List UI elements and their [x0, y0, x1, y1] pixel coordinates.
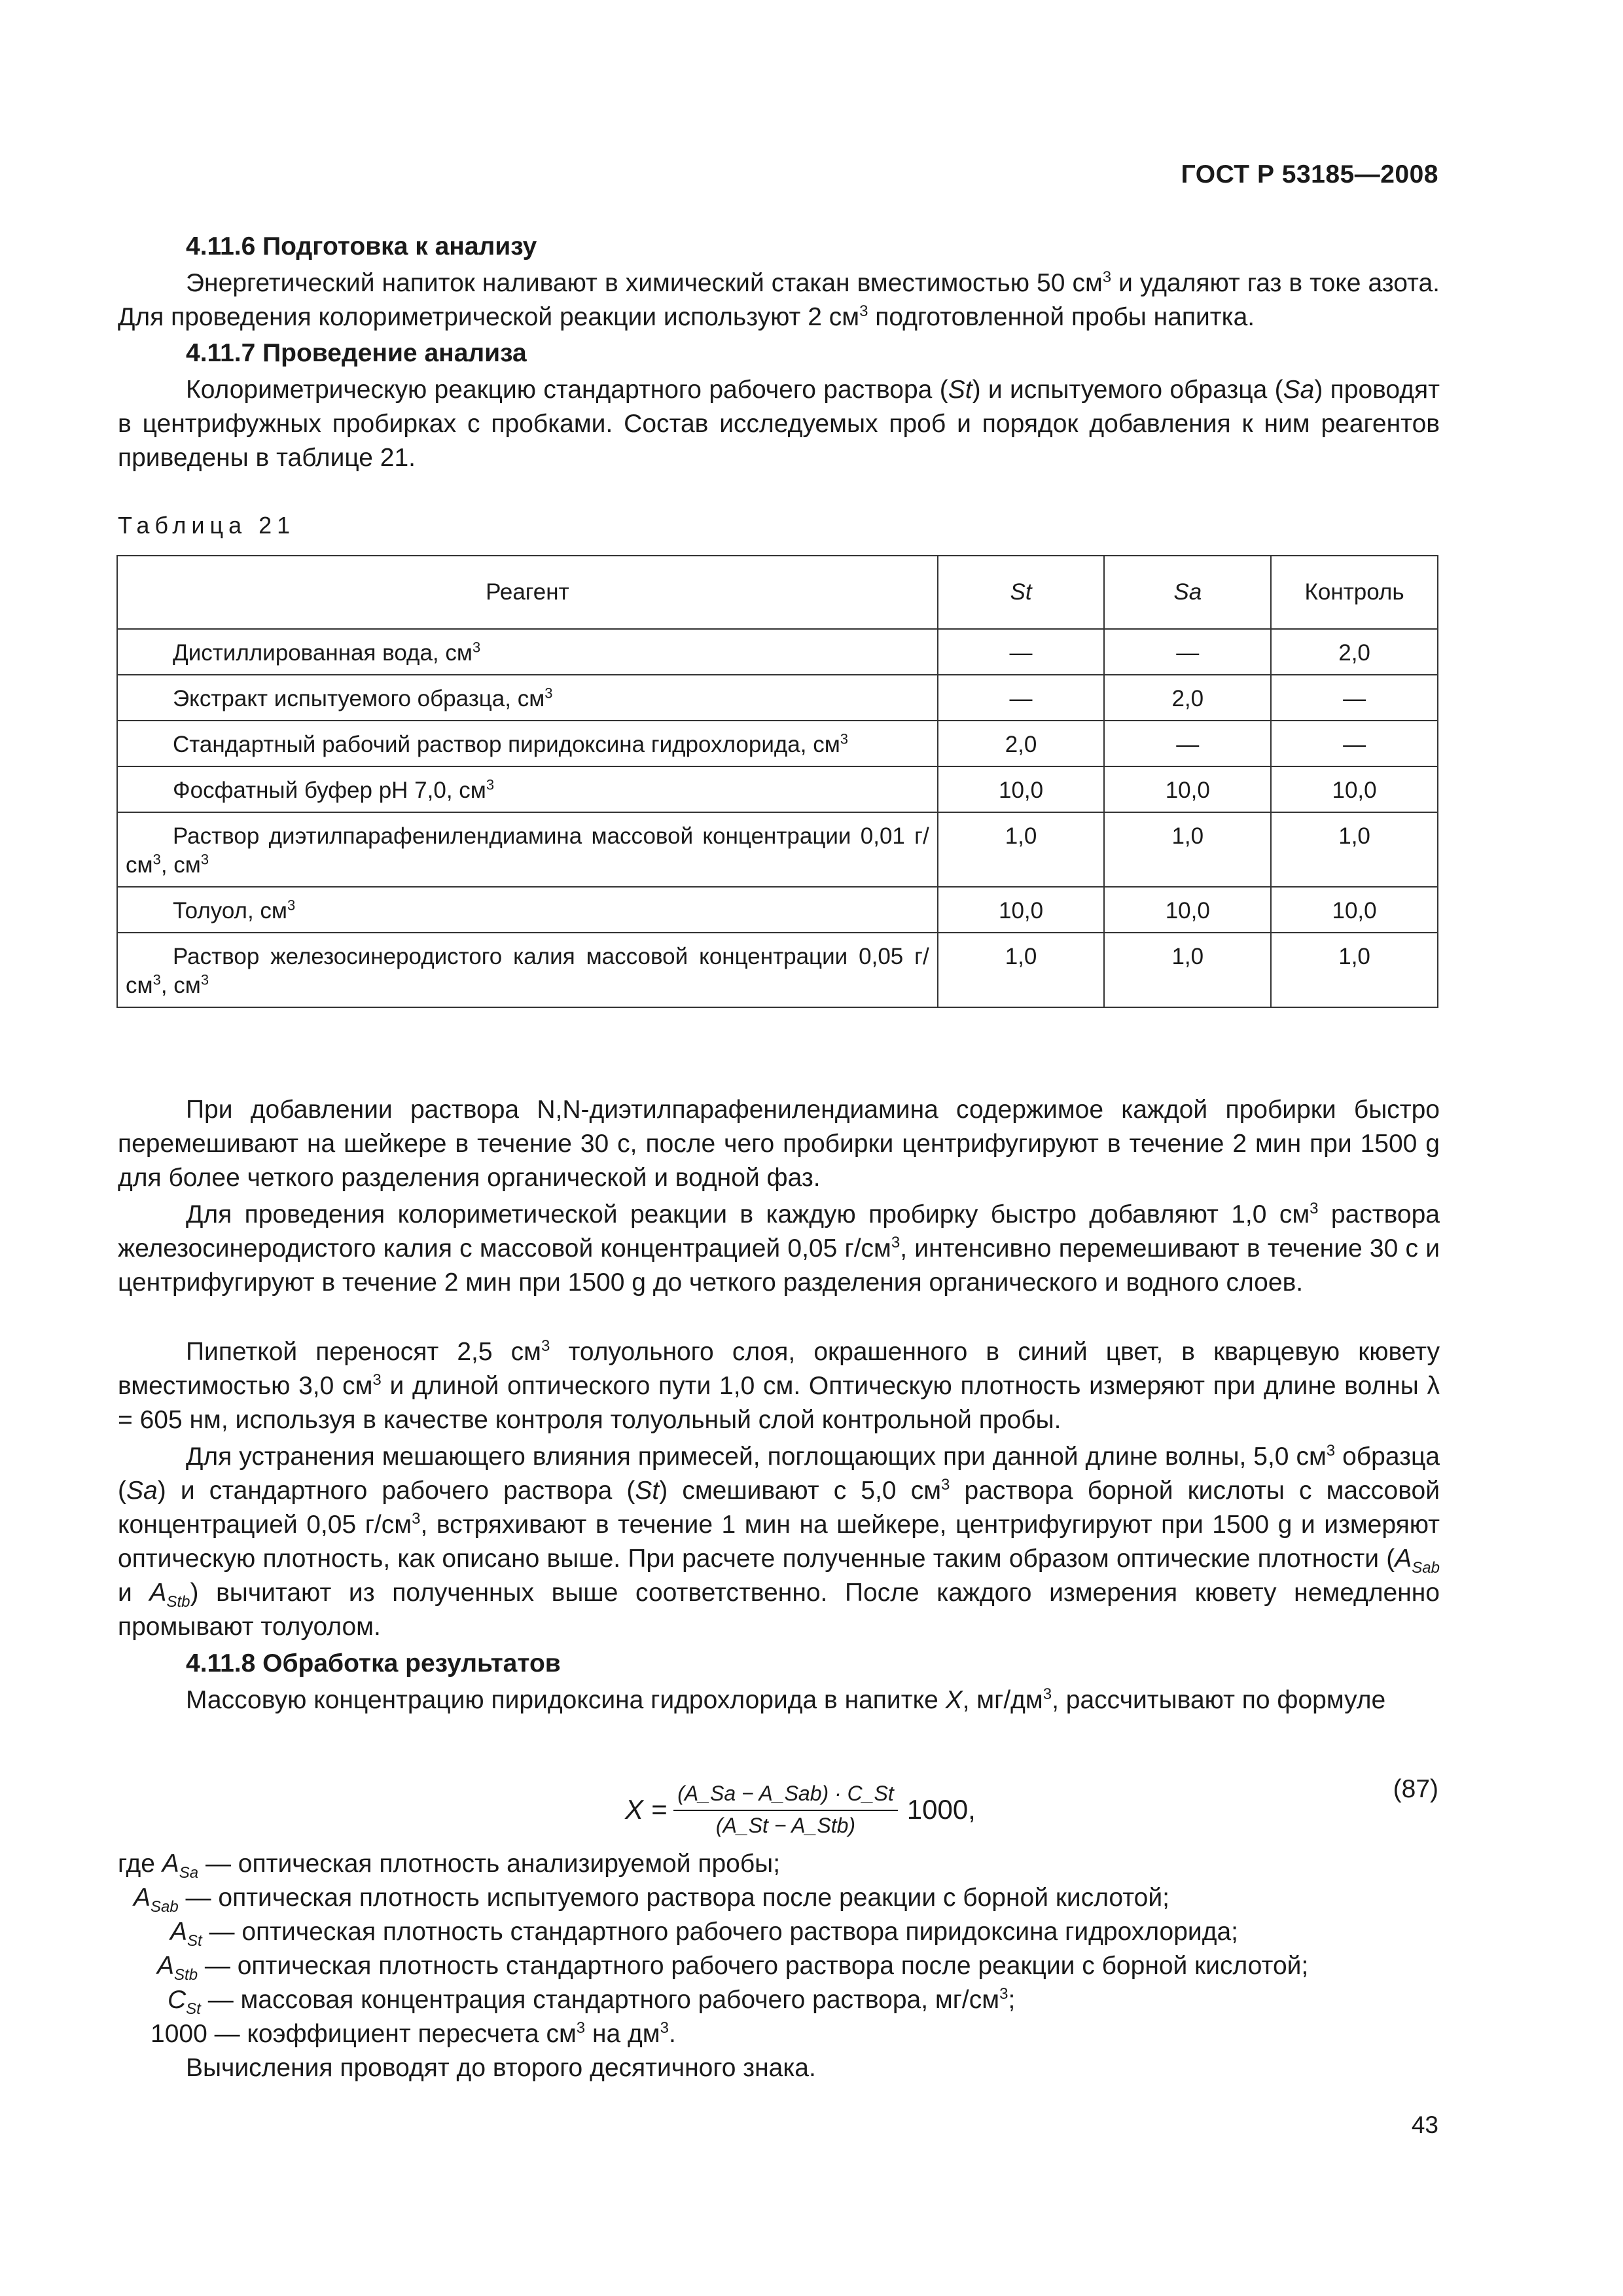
legend-factor: 1000 — коэффициент пересчета $см^3$ на $дм^3$. [151, 2019, 676, 2048]
header-reagent: Реагент [117, 556, 938, 629]
value-st: 10,0 [938, 766, 1105, 812]
reagent-name: Раствор железосинеродистого калия массовой концентрации 0,05 $г/см^3$, $см^3$ [117, 933, 938, 1007]
table-row [117, 812, 1438, 887]
value-st: — [938, 629, 1105, 675]
table-row [117, 721, 1438, 766]
value-st: 1,0 [938, 933, 1105, 1007]
value-st: 2,0 [938, 721, 1105, 766]
value-control: 2,0 [1271, 629, 1438, 675]
value-sa: 1,0 [1104, 812, 1271, 887]
value-control: 1,0 [1271, 812, 1438, 887]
formula-numerator: (A_Sa − A_Sab) · C_St [673, 1782, 898, 1811]
legend-c-st: $C_{St}$ — массовая концентрация стандартного рабочего раствора, $мг/см^3$; [168, 1985, 1016, 2018]
section-heading-4-11-6: 4.11.6 Подготовка к анализу [186, 232, 537, 260]
table-caption: Таблица 21 [118, 512, 296, 539]
value-sa: — [1104, 721, 1271, 766]
value-control: — [1271, 721, 1438, 766]
section-heading-4-11-7: 4.11.7 Проведение анализа [186, 339, 527, 367]
value-st: — [938, 675, 1105, 721]
value-sa: — [1104, 629, 1271, 675]
table-row [117, 675, 1438, 721]
legend-a-stb: $A_{Stb}$ — оптическая плотность стандартного рабочего раствора после реакции с борной кислотой; [157, 1952, 1309, 1984]
legend-a-st: $A_{St}$ — оптическая плотность стандартного рабочего раствора пиридоксина гидрохлорида; [170, 1918, 1238, 1950]
reagent-name: Раствор диэтилпарафенилендиамина массовой концентрации 0,01 $г/см^3$, $см^3$ [117, 812, 938, 887]
section-heading-4-11-8: 4.11.8 Обработка результатов [186, 1649, 561, 1677]
value-sa: 2,0 [1104, 675, 1271, 721]
paragraph-interference: Для устранения мешающего влияния примесей, поглощающих при данной длине волны, 5,0 $см^3$ образца (Sa) и стандартного рабочего раствора (St) смешивают с 5,0 $см^3$ раствора борной кислоты с массовой концентрацией 0,05 $г/см^3$, встряхивают в течение 1 мин на шейкере, центрифугируют при 1500 g и измеряют оптическую плотность, как описано выше. При расчете полученные таким образом оптические плотности ($A_{Sab}$ и $A_{Stb}$) вычитают из полученных выше соответственно. После каждого измерения кювету немедленно промывают толуолом. [118, 1442, 1440, 1641]
formula-87 [625, 1770, 976, 1849]
formula-fraction [673, 1782, 898, 1838]
document-code: ГОСТ Р 53185—2008 [1181, 160, 1438, 188]
reagents-table [116, 555, 1438, 1008]
value-control: 10,0 [1271, 766, 1438, 812]
formula-lhs: X = [625, 1794, 668, 1825]
value-sa: 10,0 [1104, 766, 1271, 812]
paragraph-measurement: Пипеткой переносят 2,5 $см^3$ толуольного слоя, окрашенного в синий цвет, в кварцевую кювету вместимостью 3,0 $см^3$ и длиной оптического пути 1,0 см. Оптическую плотность измеряют при длине волны λ = 605 нм, используя в качестве контроля толуольный слой контрольной пробы. [118, 1337, 1440, 1434]
value-sa: 10,0 [1104, 887, 1271, 933]
value-st: 1,0 [938, 812, 1105, 887]
header-sa: Sa [1104, 556, 1271, 629]
formula-denominator: (A_St − A_Stb) [715, 1814, 856, 1837]
table-row [117, 933, 1438, 1007]
paragraph-analysis: Колориметрическую реакцию стандартного рабочего раствора (St) и испытуемого образца (Sa) проводят в центрифужных пробирках с пробками. Состав исследуемых проб и порядок добавления к ним реагентов приведены в таблице 21. [118, 376, 1440, 472]
value-control: 1,0 [1271, 933, 1438, 1007]
reagent-name: Фосфатный буфер рН 7,0, $см^3$ [117, 766, 938, 812]
value-st: 10,0 [938, 887, 1105, 933]
legend-a-sab: $A_{Sab}$ — оптическая плотность испытуемого раствора после реакции с борной кислотой; [134, 1884, 1169, 1916]
paragraph-calculation: Массовую концентрацию пиридоксина гидрохлорида в напитке X, $мг/дм^3$, рассчитывают по формуле [186, 1685, 1386, 1714]
value-sa: 1,0 [1104, 933, 1271, 1007]
reagent-name: Стандартный рабочий раствор пиридоксина гидрохлорида, $см^3$ [117, 721, 938, 766]
table-row [117, 887, 1438, 933]
reagent-name: Толуол, $см^3$ [117, 887, 938, 933]
value-control: — [1271, 675, 1438, 721]
table-header-row [117, 556, 1438, 629]
equation-number: (87) [1393, 1775, 1438, 1803]
header-st: St [938, 556, 1105, 629]
paragraph-mixing: При добавлении раствора N,N-диэтилпарафенилендиамина содержимое каждой пробирки быстро перемешивают на шейкере в течение 30 с, после чего пробирки центрифугируют в течение 2 мин при 1500 g для более четкого разделения органической и водной фаз. [118, 1096, 1440, 1192]
formula-factor: 1000, [906, 1794, 976, 1825]
legend-a-sa: где $A_{Sa}$ — оптическая плотность анализируемой пробы; [118, 1850, 781, 1882]
paragraph-precision: Вычисления проводят до второго десятичного знака. [186, 2054, 816, 2082]
header-control: Контроль [1271, 556, 1438, 629]
reagent-name: Дистиллированная вода, $см^3$ [117, 629, 938, 675]
reagent-name: Экстракт испытуемого образца, $см^3$ [117, 675, 938, 721]
value-control: 10,0 [1271, 887, 1438, 933]
paragraph-colorimetric-reaction: Для проведения колориметической реакции в каждую пробирку быстро добавляют 1,0 $см^3$ раствора железосинеродистого калия с массовой концентрацией 0,05 $г/см^3$, интенсивно перемешивают в течение 30 с и центрифугируют в течение 2 мин при 1500 g до четкого разделения органического и водного слоев. [118, 1200, 1440, 1297]
table-row [117, 766, 1438, 812]
paragraph-preparation: Энергетический напиток наливают в химический стакан вместимостью 50 $см^3$ и удаляют газ в токе азота. Для проведения колориметрической реакции используют 2 $см^3$ подготовленной пробы напитка. [118, 268, 1440, 331]
page-number: 43 [1411, 2111, 1438, 2138]
table-row [117, 629, 1438, 675]
